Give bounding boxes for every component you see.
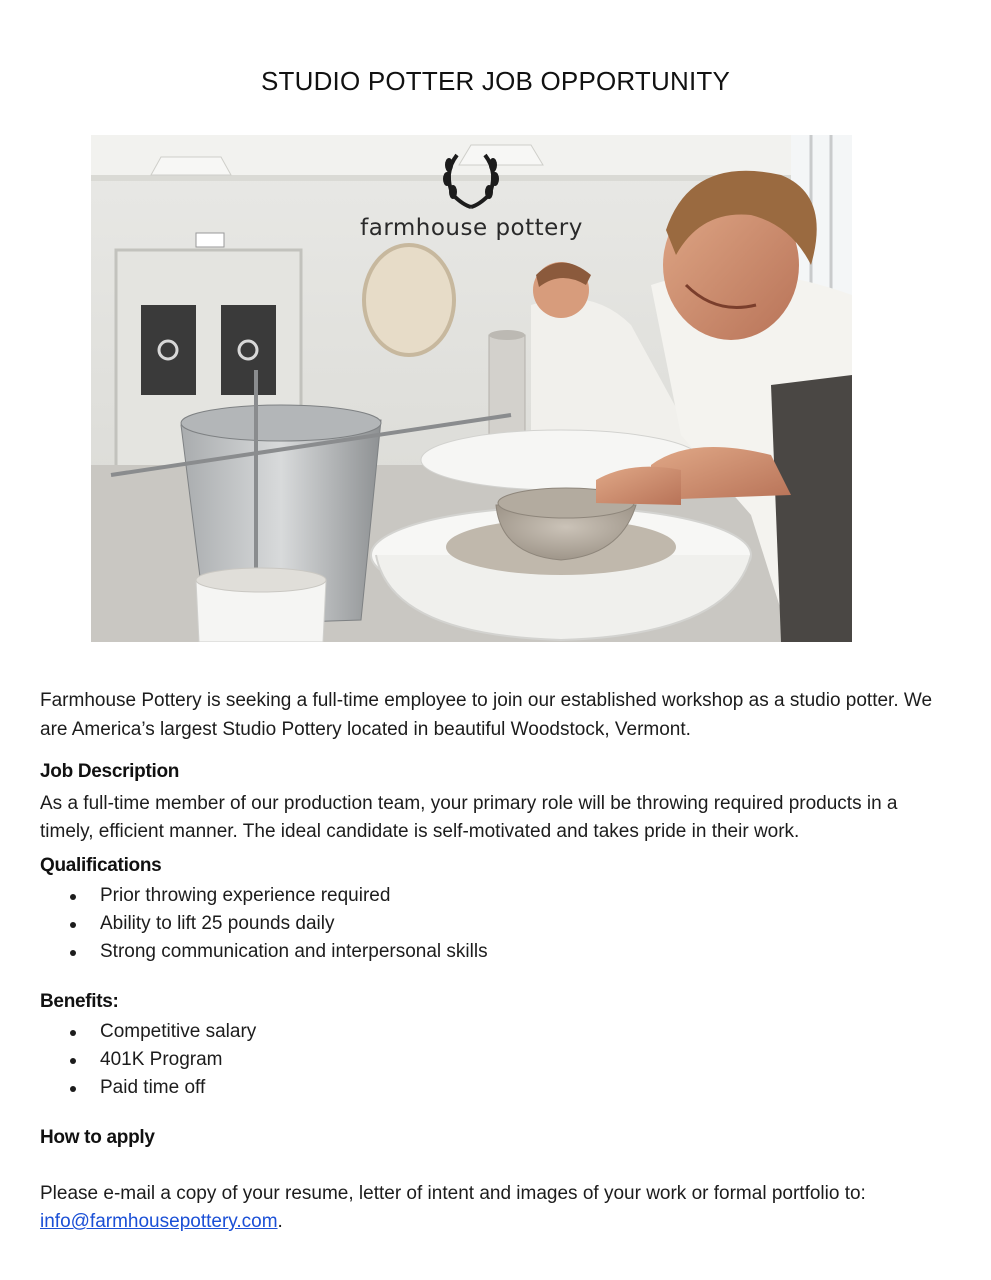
list-item-text: Prior throwing experience required bbox=[100, 885, 391, 906]
qualifications-list bbox=[70, 882, 488, 966]
list-item bbox=[70, 1074, 256, 1102]
list-item-text: Strong communication and interpersonal skills bbox=[100, 941, 488, 962]
bullet-icon bbox=[70, 950, 76, 956]
logo-text: farmhouse pottery bbox=[360, 215, 583, 241]
list-item bbox=[70, 882, 488, 910]
benefits-list bbox=[70, 1018, 256, 1102]
list-item-text: 401K Program bbox=[100, 1049, 223, 1070]
bullet-icon bbox=[70, 894, 76, 900]
bullet-icon bbox=[70, 1030, 76, 1036]
list-item bbox=[70, 1046, 256, 1074]
apply-instructions: Please e-mail a copy of your resume, letter of intent and images of your work or formal portfolio to: bbox=[40, 1183, 866, 1204]
how-to-apply-heading: How to apply bbox=[40, 1127, 155, 1148]
apply-trailing-punctuation: . bbox=[277, 1211, 283, 1232]
list-item bbox=[70, 910, 488, 938]
email-link[interactable]: info@farmhousepottery.com bbox=[40, 1211, 278, 1232]
benefits-heading: Benefits: bbox=[40, 991, 119, 1012]
list-item-text: Ability to lift 25 pounds daily bbox=[100, 913, 335, 934]
list-item-text: Competitive salary bbox=[100, 1021, 257, 1042]
job-description-text: As a full-time member of our production team, your primary role will be throwing required products in a timely, efficient manner. The ideal candidate is self-motivated and takes pride in their work. bbox=[40, 793, 898, 842]
job-description-heading: Job Description bbox=[40, 761, 180, 782]
bullet-icon bbox=[70, 1086, 76, 1092]
page-title: STUDIO POTTER JOB OPPORTUNITY bbox=[260, 66, 731, 96]
how-to-apply-text bbox=[40, 1180, 955, 1236]
list-item bbox=[70, 938, 488, 966]
list-item bbox=[70, 1018, 256, 1046]
list-item-text: Paid time off bbox=[100, 1077, 206, 1098]
intro-paragraph: Farmhouse Pottery is seeking a full-time employee to join our established workshop as a studio potter. We are America’s largest Studio Pottery located in beautiful Woodstock, Vermont. bbox=[40, 690, 933, 740]
pottery-workshop-photo bbox=[91, 135, 852, 642]
qualifications-heading: Qualifications bbox=[40, 855, 162, 876]
bullet-icon bbox=[70, 1058, 76, 1064]
bullet-icon bbox=[70, 922, 76, 928]
